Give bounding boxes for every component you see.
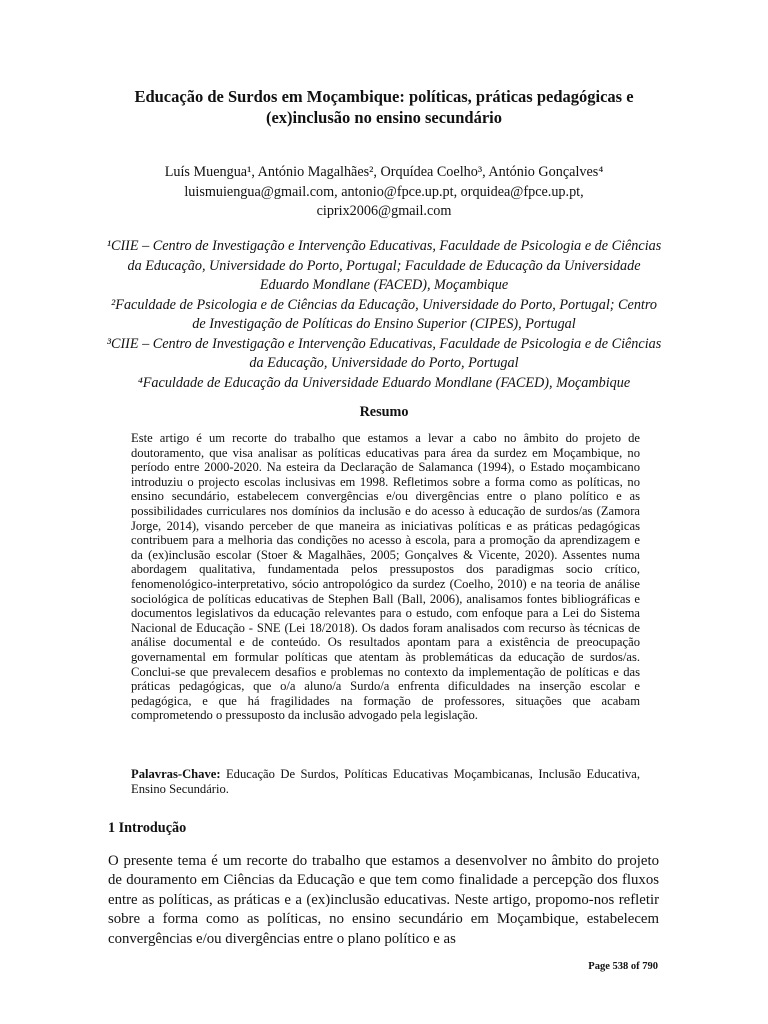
abstract-text: Este artigo é um recorte do trabalho que estamos a levar a cabo no âmbito do projeto de doutoramento, que visa analisar as políticas educativas para área da surdez em Moçambique, no período entre 2000-2020. Na esteira da Declaração de Salamanca (1994), o Estado moçambicano introduziu o projecto escolas inclusivas em 1998. Refletimos sobre a forma como as políticas, no ensino secundário, estabelecem convergências e/ou divergências entre o plano político e as possibilidades curriculares nos domínios da inclusão e do acesso à educação de surdos/as (Zamora Jorge, 2014), visando perceber de que maneira as iniciativas políticas e as práticas pedagógicas contribuem para a melhoria das condições no acesso à escola, para a promoção da aprendizagem e da (ex)inclusão escolar (Stoer & Magalhães, 2005; Gonçalves & Vicente, 2020). Assentes numa abordagem qualitativa, fundamentada pelos pressupostos dos paradigmas socio crítico, fenomenológico-interpretativo, sócio antropológico da surdez (Coelho, 2010) e na teoria de análise sociológica de políticas educativas de Stephen Ball (Ball, 2006), analisamos fontes bibliográficas e documentos legislativos da educação relevantes para o estudo, com enfoque para a Lei do Sistema Nacional de Educação - SNE (Lei 18/2018). Os dados foram analisados com recurso às técnicas de análise documental e de conteúdo. Os resultados apontam para a existência de preocupação governamental em formular políticas que atentam às problemáticas da educação de surdos/as. Conclui-se que prevalecem desafios e problemas no contexto da implementação de políticas e das práticas pedagógicas, que o/a aluno/a Surdo/a enfrenta dificuldades na inserção escolar e pedagógica, e que há fragilidades na formação de professores, situações que acabam comprometendo o pressuposto da inclusão advogado pela legislação.: [131, 431, 640, 723]
author-emails-line-2: ciprix2006@gmail.com: [316, 203, 452, 219]
affiliation-3: ³CIIE – Centro de Investigação e Intervenção Educativas, Faculdade de Psicologia e de Ciências da Educação, Universidade do Porto, Portugal: [106, 335, 662, 371]
keywords-text: Educação De Surdos, Políticas Educativas Moçambicanas, Inclusão Educativa, Ensino Secundário.: [131, 767, 640, 796]
page-number: Page 538 of 790: [588, 961, 658, 972]
keywords: [131, 767, 640, 796]
affiliation-1: ¹CIIE – Centro de Investigação e Intervenção Educativas, Faculdade de Psicologia e de Ciências da Educação, Universidade do Porto, Portugal; Faculdade de Educação da Universidade Eduardo Mondlane (FACED), Moçambique: [106, 238, 662, 293]
affiliations: [106, 237, 662, 393]
section-heading: 1 Introdução: [108, 820, 187, 836]
author-emails-line-1: luismuiengua@gmail.com, antonio@fpce.up.pt, orquidea@fpce.up.pt,: [184, 183, 584, 200]
paper-title: Educação de Surdos em Moçambique: políticas, práticas pedagógicas e (ex)inclusão no ensino secundário: [134, 87, 634, 127]
author-block: [100, 163, 668, 222]
section-body-text: O presente tema é um recorte do trabalho que estamos a desenvolver no âmbito do projeto de douramento em Ciências da Educação e que tem como finalidade a percepção dos fluxos entre as políticas, as práticas e a (ex)inclusão educativas. Neste artigo, propomo-nos refletir sobre a forma como as políticas, no ensino secundário em Moçambique, estabelecem convergências e/ou divergências entre o plano político e as: [108, 853, 659, 947]
keywords-label: Palavras-Chave:: [131, 767, 221, 781]
abstract-heading: Resumo: [359, 404, 409, 420]
affiliation-4: ⁴Faculdade de Educação da Universidade Eduardo Mondlane (FACED), Moçambique: [137, 374, 631, 391]
author-names: Luís Muengua¹, António Magalhães², Orquídea Coelho³, António Gonçalves⁴: [164, 164, 604, 180]
affiliation-2: ²Faculdade de Psicologia e de Ciências da Educação, Universidade do Porto, Portugal; Centro de Investigação de Políticas do Ensino Superior (CIPES), Portugal: [111, 296, 657, 332]
